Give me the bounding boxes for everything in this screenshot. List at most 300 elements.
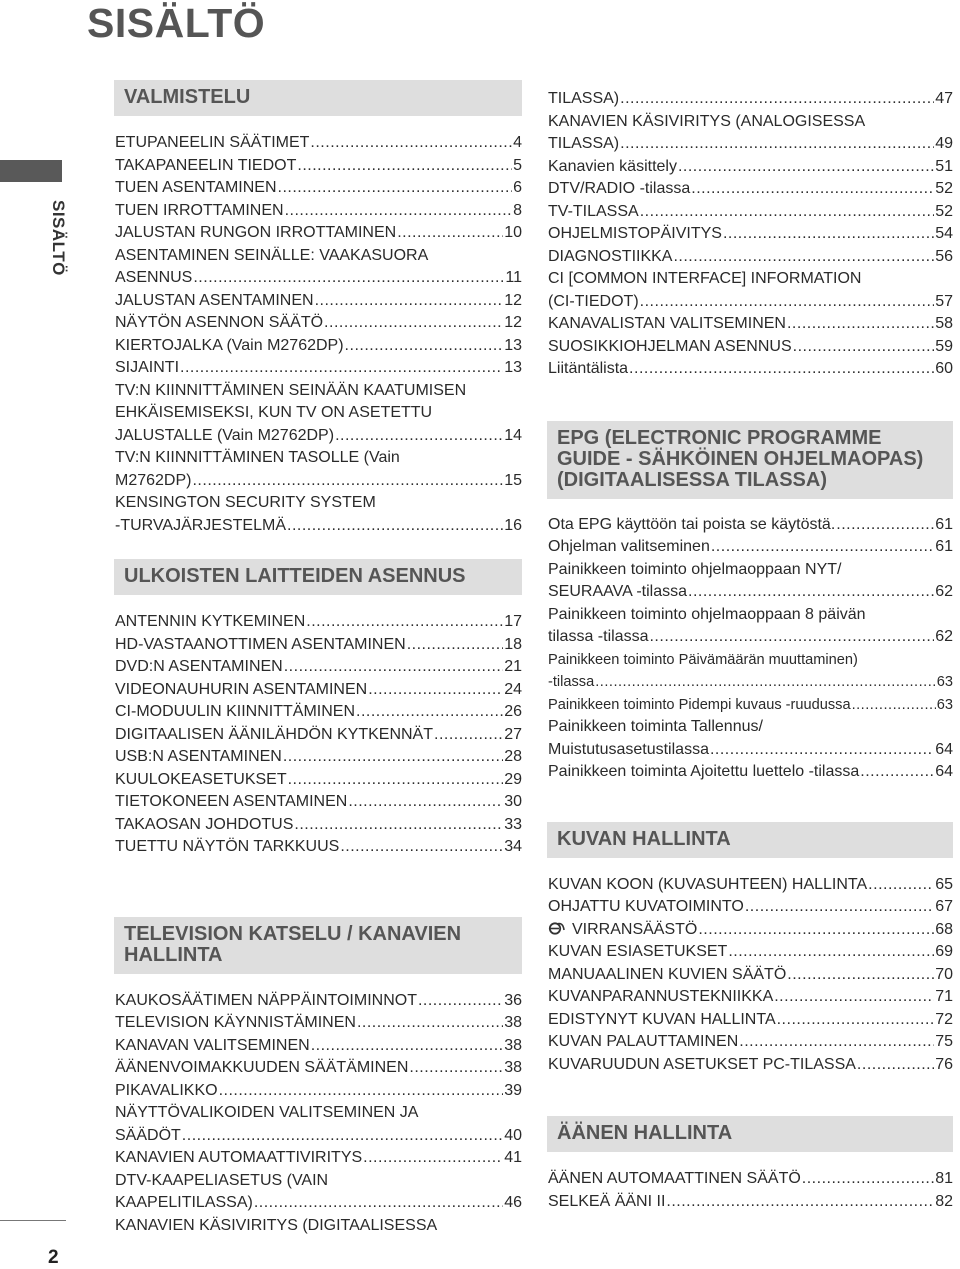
toc-entry-line [548, 694, 953, 717]
toc-entry-line [548, 246, 953, 269]
dot-leader [698, 919, 934, 942]
toc-entry-line [115, 836, 522, 859]
toc-entry[interactable] [115, 1012, 522, 1035]
toc-page-number: 11 [505, 269, 522, 286]
toc-entry[interactable] [115, 155, 522, 178]
toc-entry[interactable] [548, 246, 953, 269]
toc-page-number: 64 [935, 763, 953, 780]
toc-entry-title: KUVARUUDUN ASETUKSET PC-TILASSA [548, 1055, 856, 1073]
toc-page-number: 18 [504, 635, 522, 653]
toc-entry[interactable] [115, 724, 522, 747]
toc-entry-title: ÄÄNENVOIMAKKUUDEN SÄÄTÄMINEN [115, 1059, 409, 1076]
toc-entry-title: SEURAAVA -tilassa [548, 583, 688, 600]
toc-entry-line [115, 1192, 522, 1215]
toc-entry-title: Painikkeen toiminto ohjelmaoppaan 8 päivän [548, 605, 866, 623]
toc-section [548, 1116, 953, 1213]
toc-entry-line [548, 671, 953, 694]
toc-entry-line [115, 222, 522, 245]
dot-leader [595, 671, 936, 694]
dot-leader [434, 724, 503, 747]
toc-entry-title: SÄÄDÖT [115, 1126, 181, 1144]
toc-entry[interactable] [548, 1054, 953, 1077]
dot-leader [368, 679, 503, 702]
toc-entry-line [548, 874, 953, 897]
dot-leader [285, 200, 513, 223]
toc-section [115, 80, 522, 537]
toc-entry-title: Liitäntälista [548, 360, 629, 377]
toc-entry-line [115, 155, 522, 178]
dot-leader [348, 791, 503, 814]
toc-entry-title: SIJAINTI [115, 359, 180, 376]
toc-entry[interactable] [115, 836, 522, 859]
toc-entry-line [115, 425, 522, 448]
toc-entry-title: tilassa -tilassa [548, 628, 649, 645]
toc-entry-line [548, 559, 953, 582]
toc-entry[interactable] [548, 111, 953, 156]
toc-entry-line [548, 133, 953, 156]
toc-entry-line [548, 1031, 953, 1054]
toc-entry[interactable] [115, 222, 522, 245]
toc-entry[interactable] [115, 357, 522, 380]
toc-page-number: 67 [935, 898, 953, 915]
toc-entry[interactable] [115, 1147, 522, 1170]
toc-page-number: 8 [513, 201, 522, 219]
toc-page-number: 28 [504, 748, 522, 765]
dot-leader [802, 1168, 934, 1191]
dot-leader [640, 291, 935, 314]
toc-entry-title: OHJATTU KUVATOIMINTO [548, 898, 744, 915]
toc-entry-title: Painikkeen toiminta Ajoitettu luettelo -tilassa [548, 763, 860, 780]
toc-entry[interactable] [548, 1168, 953, 1191]
toc-page-number: 13 [504, 336, 522, 354]
toc-entry-line [115, 335, 522, 358]
toc-entry-title: TAKAOSAN JOHDOTUS [115, 815, 294, 833]
toc-entry-title: MANUAALINEN KUVIEN SÄÄTÖ [548, 965, 787, 983]
toc-entry-title: TV:N KIINNITTÄMINEN SEINÄÄN KAATUMISEN [115, 381, 467, 399]
toc-entry[interactable] [115, 701, 522, 724]
toc-entry-line [548, 201, 953, 224]
dot-leader [278, 177, 513, 200]
toc-entry-title: SELKEÄ ÄÄNI II [548, 1192, 666, 1210]
toc-page-number: 52 [935, 202, 953, 220]
toc-entry-title: KANAVIEN AUTOMAATTIVIRITYS [115, 1149, 363, 1166]
toc-page-number: 70 [935, 965, 953, 983]
toc-page-number: 49 [935, 135, 953, 152]
toc-entry[interactable] [548, 874, 953, 897]
dot-leader [620, 133, 934, 156]
toc-entry-line [548, 986, 953, 1009]
dot-leader [852, 694, 936, 717]
toc-entry[interactable] [548, 964, 953, 987]
toc-page-number: 63 [936, 674, 953, 690]
toc-entry-title: KAAPELITILASSA) [115, 1194, 253, 1211]
toc-entry-line [115, 245, 522, 268]
section-heading: ULKOISTEN LAITTEIDEN ASENNUS [114, 559, 522, 595]
toc-entry-title: TAKAPANEELIN TIEDOT [115, 156, 297, 174]
toc-entry[interactable] [115, 656, 522, 679]
dot-leader [340, 836, 503, 859]
toc-entry-title: DIAGNOSTIIKKA [548, 247, 673, 265]
toc-entry-title: ÄÄNEN AUTOMAATTINEN SÄÄTÖ [548, 1170, 801, 1187]
toc-entry-title: EDISTYNYT KUVAN HALLINTA [548, 1010, 776, 1028]
toc-entry[interactable] [548, 649, 953, 694]
side-label: SISÄLTÖ [49, 200, 68, 276]
toc-entry[interactable] [115, 290, 522, 313]
toc-page-number: 65 [935, 875, 953, 893]
dot-leader [315, 290, 504, 313]
toc-entry-title: KUVANPARANNUSTEKNIIKKA [548, 988, 774, 1005]
toc-entry-title: JALUSTAN ASENTAMINEN [115, 291, 314, 309]
toc-entry[interactable] [115, 447, 522, 492]
toc-page-number: 10 [504, 224, 522, 241]
toc-entry-title: TV-TILASSA [548, 202, 639, 220]
toc-entry-title: KIERTOJALKA (Vain M2762DP) [115, 336, 344, 354]
toc-entry-line [115, 634, 522, 657]
toc-entry-line [115, 1147, 522, 1170]
side-label-wrap [40, 200, 76, 290]
toc-entry-title: VIRRANSÄÄSTÖ [572, 920, 698, 938]
dot-leader [409, 1057, 503, 1080]
toc-page-number: 33 [504, 815, 522, 833]
toc-entry[interactable] [115, 177, 522, 200]
dot-leader [310, 132, 512, 155]
toc-entry-line [548, 1054, 953, 1077]
toc-entry-line [115, 746, 522, 769]
toc-entry-line [115, 1035, 522, 1058]
toc-page-number: 6 [513, 179, 522, 196]
toc-entry-line [548, 88, 953, 111]
toc-entry-title: M2762DP) [115, 471, 192, 489]
toc-entry[interactable] [115, 1057, 522, 1080]
toc-entry-title: KUVAN KOON (KUVASUHTEEN) HALLINTA [548, 875, 868, 893]
toc-section [548, 421, 953, 784]
section-heading: EPG (ELECTRONIC PROGRAMME GUIDE - SÄHKÖINEN OHJELMAOPAS) (DIGITAALISESSA TILASSA) [547, 421, 953, 499]
dot-leader [774, 986, 934, 1009]
toc-entry-line [548, 1009, 953, 1032]
toc-page-number: 41 [504, 1149, 522, 1166]
toc-entry-line [115, 267, 522, 290]
toc-entry[interactable] [548, 761, 953, 784]
toc-entry-line [115, 611, 522, 634]
toc-page-number: 47 [935, 90, 953, 107]
dot-leader [306, 611, 503, 634]
toc-entry[interactable] [548, 716, 953, 761]
toc-page-number: 75 [935, 1033, 953, 1050]
toc-page-number: 62 [935, 583, 953, 600]
toc-entry-line [548, 739, 953, 762]
toc-entry-line [115, 1170, 522, 1193]
toc-entry-title: JALUSTAN RUNGON IRROTTAMINEN [115, 224, 397, 241]
dot-leader [857, 1054, 934, 1077]
toc-page-number: 52 [935, 180, 953, 197]
toc-entry[interactable] [115, 990, 522, 1013]
dot-leader [324, 312, 503, 335]
dot-leader [745, 896, 934, 919]
toc-entry-line [548, 716, 953, 739]
dot-leader [288, 769, 504, 792]
toc-entry-title: Painikkeen toiminto Päivämäärän muuttaminen) [548, 651, 858, 668]
section-heading: TELEVISION KATSELU / KANAVIEN HALLINTA [114, 917, 522, 974]
dot-leader [311, 1035, 503, 1058]
toc-entry-title: Kanavien käsittely [548, 157, 677, 175]
toc-page-number: 26 [504, 703, 522, 720]
toc-entry-title: ASENNUS [115, 269, 193, 286]
dot-leader [182, 1125, 503, 1148]
toc-entry[interactable] [115, 335, 522, 358]
toc-entry[interactable] [115, 611, 522, 634]
toc-page-number: 40 [504, 1126, 522, 1144]
toc-entry-title: TILASSA) [548, 135, 620, 152]
toc-entry-line [548, 223, 953, 246]
toc-entry[interactable] [115, 200, 522, 223]
dot-leader [711, 536, 934, 559]
toc-entry[interactable] [548, 941, 953, 964]
toc-entry[interactable] [115, 1215, 522, 1238]
toc-page-number: 38 [504, 1059, 522, 1076]
toc-entry-line [548, 964, 953, 987]
toc-entry-line [115, 132, 522, 155]
toc-list [115, 990, 522, 1238]
toc-entry-title: Muistutusasetustilassa [548, 740, 709, 758]
toc-entry-line [115, 470, 522, 493]
toc-entry-line [115, 447, 522, 470]
dot-leader [640, 201, 935, 224]
toc-entry[interactable] [548, 156, 953, 179]
toc-page-number: 17 [504, 613, 522, 630]
toc-entry-line [115, 357, 522, 380]
toc-list [548, 874, 953, 1077]
toc-section [548, 822, 953, 1077]
toc-entry-title: -tilassa [548, 674, 595, 690]
section-heading: ÄÄNEN HALLINTA [547, 1116, 953, 1152]
dot-leader [620, 88, 934, 111]
toc-entry-line [548, 536, 953, 559]
toc-entry[interactable] [115, 769, 522, 792]
toc-page-number: 56 [935, 247, 953, 265]
toc-list [548, 88, 953, 381]
toc-page-number: 71 [935, 988, 953, 1005]
toc-entry-line [548, 581, 953, 604]
toc-entry-title: Ota EPG käyttöön tai poista se käytöstä. [548, 515, 836, 533]
dot-leader [777, 1009, 935, 1032]
toc-entry-line [548, 1168, 953, 1191]
toc-entry-title: VIDEONAUHURIN ASENTAMINEN [115, 680, 368, 698]
toc-entry-title: TUEN ASENTAMINEN [115, 179, 277, 196]
toc-page-number: 15 [504, 471, 522, 489]
toc-entry-title: DTV/RADIO -tilassa [548, 180, 691, 197]
toc-page-number: 21 [504, 658, 522, 675]
toc-page-number: 27 [504, 725, 522, 743]
toc-entry-line [115, 769, 522, 792]
toc-page-number: 29 [504, 770, 522, 788]
toc-page-number: 64 [935, 740, 953, 758]
dot-leader [673, 246, 934, 269]
toc-entry[interactable] [548, 896, 953, 919]
dot-leader [836, 514, 934, 537]
dot-leader [739, 1031, 934, 1054]
toc-entry[interactable] [548, 313, 953, 336]
toc-entry[interactable] [115, 746, 522, 769]
toc-page-number: 38 [504, 1014, 522, 1031]
toc-entry-title: KUVAN ESIASETUKSET [548, 943, 728, 960]
section-heading: VALMISTELU [114, 80, 522, 116]
dot-leader [710, 739, 934, 762]
toc-section [115, 917, 522, 1238]
dot-leader [356, 701, 503, 724]
toc-section [548, 88, 953, 381]
toc-page-number: 13 [504, 359, 522, 376]
toc-entry-title: DVD:N ASENTAMINEN [115, 658, 283, 675]
toc-page-number: 24 [504, 680, 522, 698]
toc-page-number: 68 [935, 920, 953, 938]
dot-leader [363, 1147, 503, 1170]
toc-entry-title: CI-MODUULIN KIINNITTÄMINEN [115, 703, 355, 720]
toc-entry-line [548, 649, 953, 672]
toc-page-number: 82 [935, 1192, 953, 1210]
toc-entry-title: PIKAVALIKKO [115, 1081, 218, 1099]
toc-entry-title: TILASSA) [548, 90, 620, 107]
dot-leader [688, 581, 934, 604]
toc-page-number: 46 [504, 1194, 522, 1211]
toc-entry-line [548, 178, 953, 201]
toc-entry[interactable] [548, 223, 953, 246]
toc-entry-title: TIETOKONEEN ASENTAMINEN [115, 793, 348, 810]
toc-entry-title: ANTENNIN KYTKEMINEN [115, 613, 306, 630]
dot-leader [357, 1012, 503, 1035]
dot-leader [629, 358, 934, 381]
toc-entry-line [548, 111, 953, 134]
toc-entry-line [115, 1057, 522, 1080]
toc-entry-line [115, 1215, 522, 1238]
toc-entry-line [115, 177, 522, 200]
toc-entry[interactable] [548, 178, 953, 201]
toc-page-number: 59 [935, 337, 953, 355]
toc-entry[interactable] [115, 791, 522, 814]
dot-leader [793, 336, 935, 359]
toc-entry-line [115, 990, 522, 1013]
toc-entry[interactable] [115, 1035, 522, 1058]
toc-page-number: 61 [935, 515, 953, 533]
toc-section [115, 559, 522, 859]
toc-list [548, 514, 953, 784]
toc-page-number: 30 [504, 793, 522, 810]
toc-entry[interactable] [115, 1102, 522, 1147]
toc-page-number: 5 [513, 156, 522, 174]
dot-leader [193, 267, 504, 290]
eco-icon [548, 919, 572, 942]
dot-leader [678, 156, 934, 179]
toc-right-column [548, 88, 953, 1213]
toc-entry[interactable] [115, 380, 522, 448]
dot-leader [345, 335, 504, 358]
dot-leader [666, 1191, 934, 1214]
toc-entry[interactable] [548, 919, 953, 942]
toc-entry-title: USB:N ASENTAMINEN [115, 748, 282, 765]
toc-page-number: 72 [935, 1010, 953, 1028]
toc-page-number: 51 [935, 157, 953, 175]
toc-entry[interactable] [115, 679, 522, 702]
toc-entry-line [115, 290, 522, 313]
toc-entry-title: Painikkeen toiminto Pidempi kuvaus -ruudussa [548, 696, 851, 713]
toc-entry[interactable] [115, 1080, 522, 1103]
dot-leader [787, 313, 934, 336]
toc-entry[interactable] [548, 694, 953, 717]
dot-leader [860, 761, 934, 784]
dot-leader [287, 515, 503, 538]
toc-entry-line [115, 1080, 522, 1103]
toc-list [548, 1168, 953, 1213]
toc-entry[interactable] [115, 245, 522, 290]
toc-entry-line [115, 791, 522, 814]
toc-entry[interactable] [115, 492, 522, 537]
toc-entry-line [115, 679, 522, 702]
toc-entry-title: TUETTU NÄYTÖN TARKKUUS [115, 838, 340, 855]
toc-entry[interactable] [548, 559, 953, 604]
toc-entry[interactable] [548, 986, 953, 1009]
toc-entry[interactable] [548, 201, 953, 224]
toc-page-number: 81 [935, 1170, 953, 1187]
toc-page-number: 38 [504, 1036, 522, 1054]
toc-entry-title: KUULOKEASETUKSET [115, 770, 287, 788]
toc-entry-title: TUEN IRROTTAMINEN [115, 201, 284, 219]
toc-page-number: 16 [504, 516, 522, 534]
toc-entry-title: Painikkeen toiminto ohjelmaoppaan NYT/ [548, 560, 842, 578]
toc-entry-line [548, 156, 953, 179]
toc-entry-line [115, 656, 522, 679]
toc-entry-title: KENSINGTON SECURITY SYSTEM [115, 494, 376, 511]
toc-entry[interactable] [115, 312, 522, 335]
toc-entry-title: ASENTAMINEN SEINÄLLE: VAAKASUORA [115, 246, 429, 264]
toc-entry-line [115, 724, 522, 747]
dot-leader [787, 964, 934, 987]
toc-list [115, 132, 522, 537]
toc-entry-line [115, 515, 522, 538]
toc-entry[interactable] [548, 88, 953, 111]
toc-entry-title: CI [COMMON INTERFACE] INFORMATION [548, 270, 862, 287]
toc-entry[interactable] [548, 604, 953, 649]
toc-entry[interactable] [115, 132, 522, 155]
toc-entry-line [548, 1191, 953, 1214]
toc-entry-title: KANAVALISTAN VALITSEMINEN [548, 315, 786, 332]
toc-entry[interactable] [548, 514, 953, 537]
toc-entry-line [115, 312, 522, 335]
toc-entry-line [548, 291, 953, 314]
toc-page-number: 39 [504, 1081, 522, 1099]
toc-entry-title: KAUKOSÄÄTIMEN NÄPPÄINTOIMINNOT [115, 991, 417, 1009]
toc-entry[interactable] [548, 1191, 953, 1214]
toc-entry[interactable] [115, 1170, 522, 1215]
toc-entry[interactable] [548, 1009, 953, 1032]
toc-entry[interactable] [548, 268, 953, 313]
footer-divider [0, 1220, 66, 1221]
toc-page-number: 36 [504, 991, 522, 1009]
toc-entry-line [548, 919, 953, 942]
toc-entry[interactable] [115, 814, 522, 837]
toc-page-number: 61 [935, 538, 953, 555]
toc-entry[interactable] [548, 336, 953, 359]
toc-entry-title: (CI-TIEDOT) [548, 292, 639, 310]
toc-entry[interactable] [115, 634, 522, 657]
toc-entry-line [115, 1102, 522, 1125]
toc-entry[interactable] [548, 536, 953, 559]
toc-entry-title: KUVAN PALAUTTAMINEN [548, 1033, 739, 1050]
toc-entry-line [115, 380, 522, 403]
toc-entry-line [548, 896, 953, 919]
toc-entry[interactable] [548, 358, 953, 381]
page-number: 2 [48, 1247, 59, 1268]
toc-entry[interactable] [548, 1031, 953, 1054]
toc-page-number: 76 [935, 1055, 953, 1073]
